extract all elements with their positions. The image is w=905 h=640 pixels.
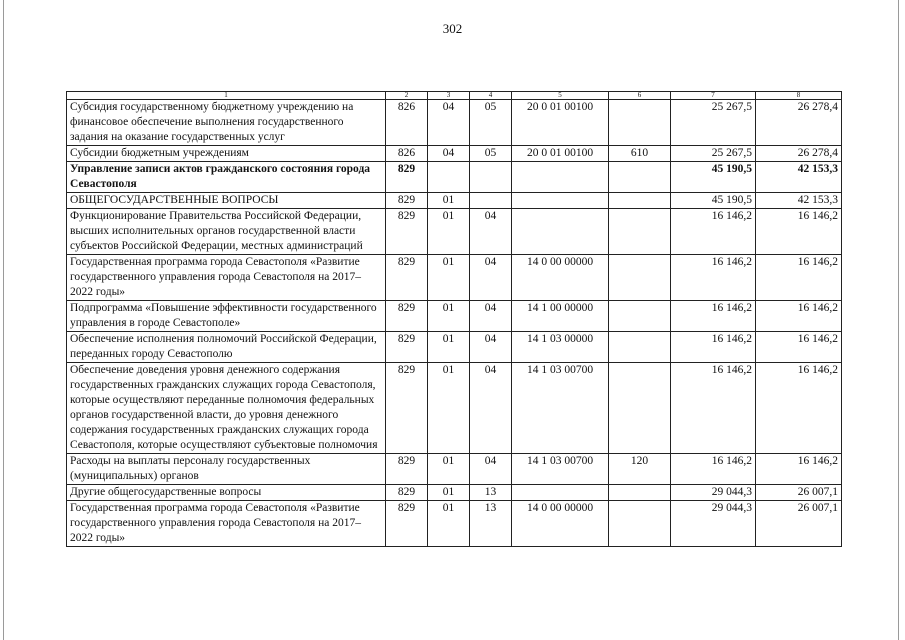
column-number: 7 (671, 92, 756, 100)
section-code-cell: 04 (428, 100, 470, 146)
row-name-cell: Другие общегосударственные вопросы (67, 485, 386, 501)
scan-edge-left (3, 0, 4, 640)
table-row (67, 255, 842, 301)
amount-year1-cell: 29 044,3 (671, 501, 756, 547)
target-article-cell (512, 193, 609, 209)
row-name-cell: Функционирование Правительства Российской Федерации, высших исполнительных органов государственной власти субъектов Российской Федерации, местных администраций (67, 209, 386, 255)
column-number: 8 (756, 92, 842, 100)
subsection-code-cell: 05 (470, 100, 512, 146)
amount-year1-cell: 29 044,3 (671, 485, 756, 501)
subsection-code-cell (470, 193, 512, 209)
row-name-cell: Обеспечение исполнения полномочий Российской Федерации, переданных городу Севастополю (67, 332, 386, 363)
amount-year2-cell: 16 146,2 (756, 332, 842, 363)
admin-code-cell: 829 (386, 332, 428, 363)
amount-year1-cell: 25 267,5 (671, 146, 756, 162)
table-row (67, 162, 842, 193)
target-article-cell: 14 0 00 00000 (512, 255, 609, 301)
table-body (67, 100, 842, 547)
subsection-code-cell: 04 (470, 255, 512, 301)
amount-year2-cell: 42 153,3 (756, 193, 842, 209)
subsection-code-cell: 13 (470, 501, 512, 547)
table-row (67, 301, 842, 332)
expense-type-cell: 610 (609, 146, 671, 162)
amount-year1-cell: 16 146,2 (671, 332, 756, 363)
expense-type-cell (609, 193, 671, 209)
target-article-cell (512, 485, 609, 501)
expense-type-cell (609, 301, 671, 332)
target-article-cell: 14 1 03 00700 (512, 454, 609, 485)
amount-year1-cell: 16 146,2 (671, 255, 756, 301)
admin-code-cell: 829 (386, 363, 428, 454)
admin-code-cell: 829 (386, 255, 428, 301)
section-code-cell: 01 (428, 209, 470, 255)
section-code-cell: 01 (428, 501, 470, 547)
section-code-cell: 01 (428, 332, 470, 363)
table-row (67, 100, 842, 146)
amount-year2-cell: 16 146,2 (756, 454, 842, 485)
column-number: 3 (428, 92, 470, 100)
amount-year2-cell: 16 146,2 (756, 255, 842, 301)
admin-code-cell: 829 (386, 193, 428, 209)
page-number: 302 (442, 21, 463, 36)
target-article-cell: 14 1 00 00000 (512, 301, 609, 332)
expense-type-cell (609, 485, 671, 501)
row-name-cell: Субсидии бюджетным учреждениям (67, 146, 386, 162)
section-code-cell: 01 (428, 454, 470, 485)
row-name-cell: Расходы на выплаты персоналу государственных (муниципальных) органов (67, 454, 386, 485)
scan-edge-right (898, 0, 899, 640)
section-code-cell: 04 (428, 146, 470, 162)
section-code-cell: 01 (428, 363, 470, 454)
subsection-code-cell: 04 (470, 454, 512, 485)
subsection-code-cell: 04 (470, 363, 512, 454)
row-name-cell: Управление записи актов гражданского состояния города Севастополя (67, 162, 386, 193)
target-article-cell: 14 1 03 00700 (512, 363, 609, 454)
section-code-cell (428, 162, 470, 193)
admin-code-cell: 829 (386, 162, 428, 193)
expense-type-cell: 120 (609, 454, 671, 485)
expense-type-cell (609, 501, 671, 547)
section-code-cell: 01 (428, 255, 470, 301)
table-row (67, 209, 842, 255)
expense-type-cell (609, 209, 671, 255)
column-number: 4 (470, 92, 512, 100)
admin-code-cell: 829 (386, 454, 428, 485)
budget-table (66, 91, 842, 547)
admin-code-cell: 826 (386, 100, 428, 146)
amount-year2-cell: 42 153,3 (756, 162, 842, 193)
row-name-cell: ОБЩЕГОСУДАРСТВЕННЫЕ ВОПРОСЫ (67, 193, 386, 209)
subsection-code-cell: 04 (470, 332, 512, 363)
amount-year2-cell: 16 146,2 (756, 301, 842, 332)
target-article-cell: 20 0 01 00100 (512, 146, 609, 162)
expense-type-cell (609, 162, 671, 193)
amount-year1-cell: 16 146,2 (671, 454, 756, 485)
column-number: 6 (609, 92, 671, 100)
amount-year2-cell: 16 146,2 (756, 209, 842, 255)
table-row (67, 193, 842, 209)
table-row (67, 454, 842, 485)
row-name-cell: Подпрограмма «Повышение эффективности государственного управления в городе Севастополе» (67, 301, 386, 332)
target-article-cell (512, 162, 609, 193)
subsection-code-cell: 05 (470, 146, 512, 162)
admin-code-cell: 829 (386, 501, 428, 547)
table-row (67, 146, 842, 162)
amount-year2-cell: 26 007,1 (756, 485, 842, 501)
amount-year1-cell: 16 146,2 (671, 301, 756, 332)
table-row (67, 485, 842, 501)
column-number: 1 (67, 92, 386, 100)
amount-year1-cell: 45 190,5 (671, 162, 756, 193)
target-article-cell (512, 209, 609, 255)
section-code-cell: 01 (428, 485, 470, 501)
subsection-code-cell: 13 (470, 485, 512, 501)
row-name-cell: Государственная программа города Севастополя «Развитие государственного управления города Севастополя на 2017–2022 годы» (67, 255, 386, 301)
table-row (67, 363, 842, 454)
column-number: 5 (512, 92, 609, 100)
table-row (67, 332, 842, 363)
amount-year1-cell: 25 267,5 (671, 100, 756, 146)
subsection-code-cell: 04 (470, 301, 512, 332)
row-name-cell: Обеспечение доведения уровня денежного содержания государственных гражданских служащих города Севастополя, которые осуществляют переданные полномочия федеральных органов государственной власти, до уровня денежного содержания государственных гражданских служащих города Севастополя, которые осуществляют субъектовые полномочия (67, 363, 386, 454)
amount-year2-cell: 26 278,4 (756, 146, 842, 162)
target-article-cell: 20 0 01 00100 (512, 100, 609, 146)
row-name-cell: Субсидия государственному бюджетному учреждению на финансовое обеспечение выполнения государственного задания на оказание государственных услуг (67, 100, 386, 146)
expense-type-cell (609, 255, 671, 301)
amount-year2-cell: 26 278,4 (756, 100, 842, 146)
amount-year2-cell: 16 146,2 (756, 363, 842, 454)
expense-type-cell (609, 363, 671, 454)
column-number: 2 (386, 92, 428, 100)
amount-year2-cell: 26 007,1 (756, 501, 842, 547)
subsection-code-cell (470, 162, 512, 193)
table-row (67, 501, 842, 547)
amount-year1-cell: 16 146,2 (671, 363, 756, 454)
column-number-row (67, 92, 842, 100)
section-code-cell: 01 (428, 193, 470, 209)
target-article-cell: 14 1 03 00000 (512, 332, 609, 363)
admin-code-cell: 826 (386, 146, 428, 162)
admin-code-cell: 829 (386, 485, 428, 501)
row-name-cell: Государственная программа города Севастополя «Развитие государственного управления города Севастополя на 2017–2022 годы» (67, 501, 386, 547)
expense-type-cell (609, 100, 671, 146)
section-code-cell: 01 (428, 301, 470, 332)
amount-year1-cell: 45 190,5 (671, 193, 756, 209)
target-article-cell: 14 0 00 00000 (512, 501, 609, 547)
subsection-code-cell: 04 (470, 209, 512, 255)
admin-code-cell: 829 (386, 209, 428, 255)
expense-type-cell (609, 332, 671, 363)
amount-year1-cell: 16 146,2 (671, 209, 756, 255)
admin-code-cell: 829 (386, 301, 428, 332)
